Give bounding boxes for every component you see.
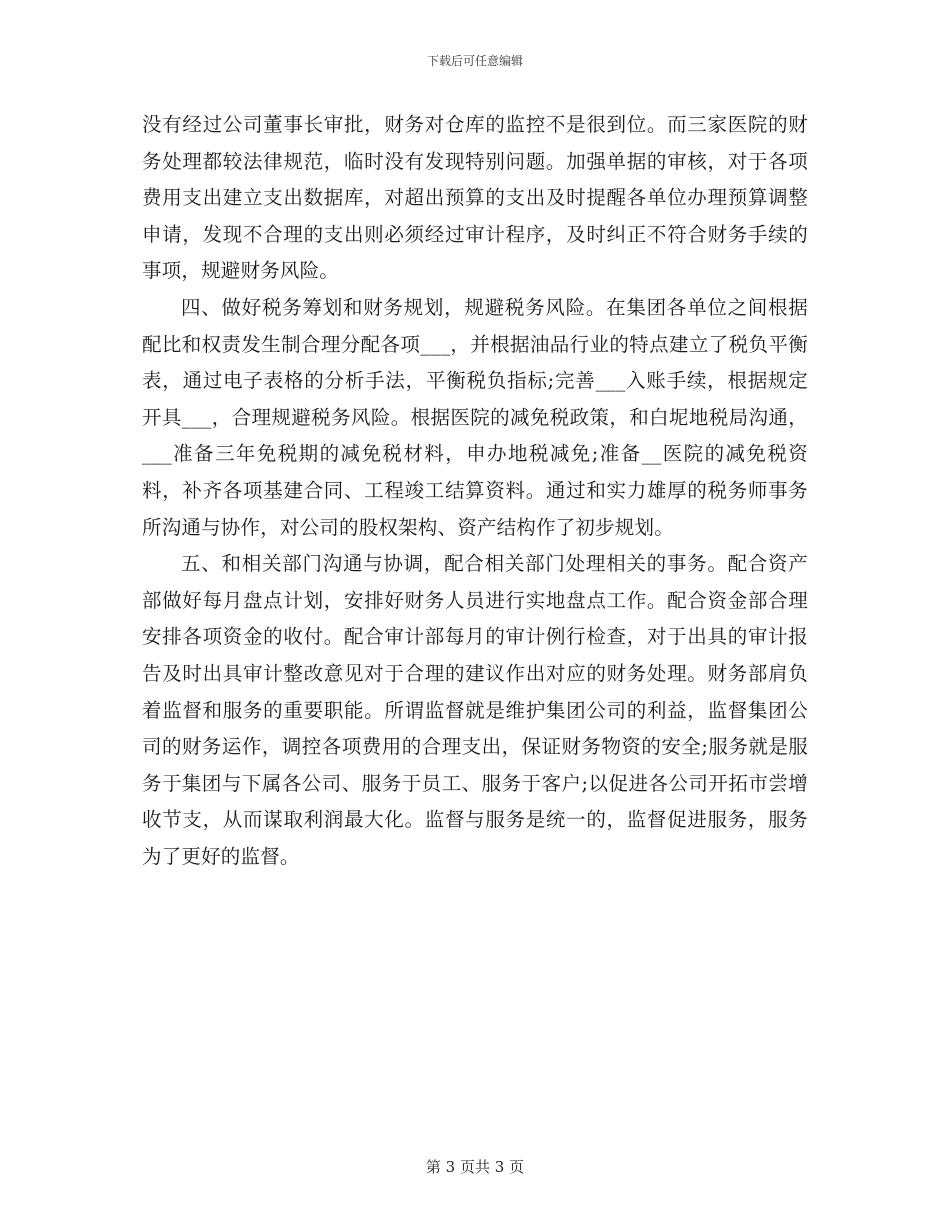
paragraph-department-coordination: 五、和相关部门沟通与协调，配合相关部门处理相关的事务。配合资产部做好每月盘点计划，安排好财务人员进行实地盘点工作。配合资金部合理安排各项资金的收付。配合审计部每月的审计例行检查，对于出具的审计报告及时出具审计整改意见对于合理的建议作出对应的财务处理。财务部肩负着监督和服务的重要职能。所谓监督就是维护集团公司的利益，监督集团公司的财务运作，调控各项费用的合理支出，保证财务物资的安全;服务就是服务于集团与下属各公司、服务于员工、服务于客户;以促进各公司开拓市尝增收节支，从而谋取利润最大化。监督与服务是统一的，监督促进服务，服务为了更好的监督。 (142, 552, 808, 868)
page-header: 下载后可任意编辑 (426, 54, 523, 68)
document-body (142, 107, 808, 875)
paragraph-tax-planning: 四、做好税务筹划和财务规划，规避税务风险。在集团各单位之间根据配比和权责发生制合理分配各项___，并根据油品行业的特点建立了税负平衡表，通过电子表格的分析手法，平衡税负指标;完善___入账手续，根据规定开具___，合理规避税务风险。根据医院的减免税政策，和白坭地税局沟通，___准备三年免税期的减免税材料，申办地税减免;准备__医院的减免税资料，补齐各项基建合同、工程竣工结算资料。通过和实力雄厚的税务师事务所沟通与协作，对公司的股权架构、资产结构作了初步规划。 (142, 295, 808, 539)
page-footer: 第 3 页共 3 页 (425, 1158, 525, 1176)
paragraph-continuation: 没有经过公司董事长审批，财务对仓库的监控不是很到位。而三家医院的财务处理都较法律规范，临时没有发现特别问题。加强单据的审核，对于各项费用支出建立支出数据库，对超出预算的支出及时提醒各单位办理预算调整申请，发现不合理的支出则必须经过审计程序，及时纠正不符合财务手续的事项，规避财务风险。 (142, 113, 808, 283)
